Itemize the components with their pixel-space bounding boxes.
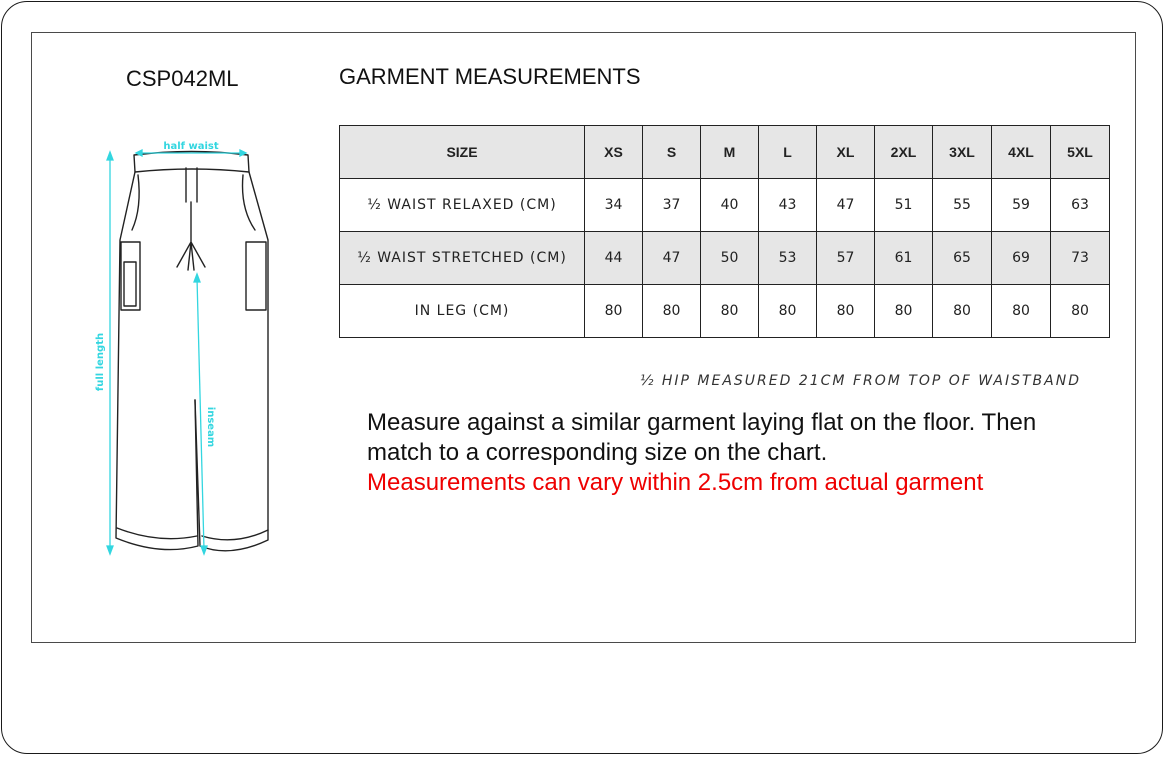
header-cell: 4XL <box>992 126 1051 179</box>
header-cell: S <box>643 126 701 179</box>
table-cell: 80 <box>759 285 817 338</box>
header-cell: M <box>701 126 759 179</box>
header-cell: XL <box>817 126 875 179</box>
header-cell: 2XL <box>875 126 933 179</box>
table-cell: 59 <box>992 179 1051 232</box>
table-cell: 44 <box>585 232 643 285</box>
waistband-outline <box>134 152 249 173</box>
right-leg-outline <box>195 172 268 551</box>
inseam-label: inseam <box>205 406 216 448</box>
measure-instruction: Measure against a similar garment laying flat on the floor. Then match to a corresponding size on the chart. <box>367 409 1037 466</box>
table-cell: 80 <box>817 285 875 338</box>
table-cell: 80 <box>585 285 643 338</box>
row-label: ½ WAIST RELAXED (CM) <box>340 179 585 232</box>
table-cell: 47 <box>643 232 701 285</box>
table-cell: 34 <box>585 179 643 232</box>
table-cell: 65 <box>933 232 992 285</box>
table-cell: 50 <box>701 232 759 285</box>
table-cell: 80 <box>701 285 759 338</box>
table-cell: 80 <box>992 285 1051 338</box>
table-row <box>340 285 1110 338</box>
header-cell: L <box>759 126 817 179</box>
table-cell: 63 <box>1051 179 1110 232</box>
header-cell: XS <box>585 126 643 179</box>
row-label: IN LEG (CM) <box>340 285 585 338</box>
table-cell: 37 <box>643 179 701 232</box>
table-cell: 80 <box>875 285 933 338</box>
table-cell: 51 <box>875 179 933 232</box>
table-cell: 57 <box>817 232 875 285</box>
header-cell: SIZE <box>340 126 585 179</box>
half-waist-label: half waist <box>163 141 219 152</box>
full-length-label: full length <box>95 332 106 392</box>
measurement-table <box>339 125 1110 338</box>
product-code: CSP042ML <box>126 66 239 91</box>
variance-warning: Measurements can vary within 2.5cm from actual garment <box>367 469 984 496</box>
table-cell: 55 <box>933 179 992 232</box>
table-cell: 73 <box>1051 232 1110 285</box>
pants-diagram <box>80 130 290 570</box>
header-cell: 3XL <box>933 126 992 179</box>
table-cell: 80 <box>1051 285 1110 338</box>
table-header-row <box>340 126 1110 179</box>
page-title: GARMENT MEASUREMENTS <box>339 64 641 89</box>
table-cell: 43 <box>759 179 817 232</box>
table-cell: 69 <box>992 232 1051 285</box>
drawstring <box>186 168 197 202</box>
table-cell: 53 <box>759 232 817 285</box>
table-cell: 40 <box>701 179 759 232</box>
table-cell: 61 <box>875 232 933 285</box>
table-cell: 47 <box>817 179 875 232</box>
right-cargo-pocket <box>246 242 266 310</box>
table-row <box>340 179 1110 232</box>
table-cell: 80 <box>933 285 992 338</box>
table-cell: 80 <box>643 285 701 338</box>
hip-note: ½ HIP MEASURED 21CM FROM TOP OF WAISTBAND <box>639 373 1081 389</box>
header-cell: 5XL <box>1051 126 1110 179</box>
table-row <box>340 232 1110 285</box>
left-leg-outline <box>116 172 198 550</box>
row-label: ½ WAIST STRETCHED (CM) <box>340 232 585 285</box>
